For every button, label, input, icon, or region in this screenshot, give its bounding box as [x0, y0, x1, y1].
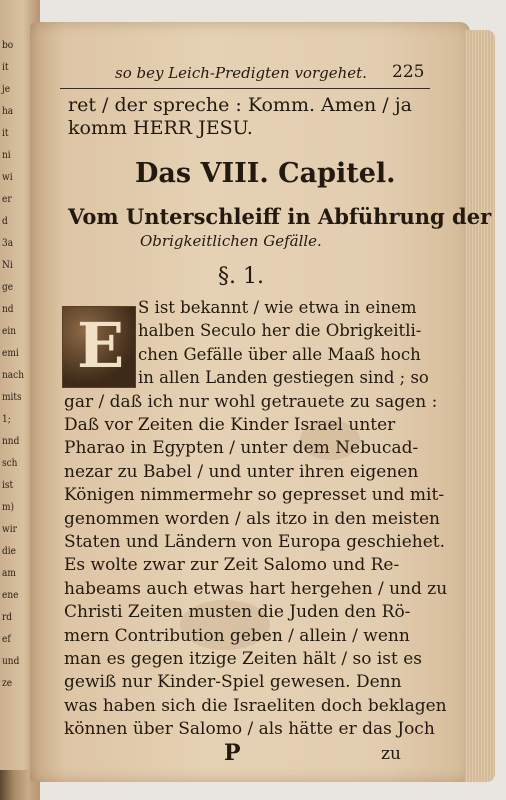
- section-subheading: Obrigkeitlichen Gefälle.: [140, 232, 322, 250]
- body-line: genommen worden / als itzo in den meisten: [64, 508, 440, 529]
- body-line: Daß vor Zeiten die Kinder Israel unter: [64, 415, 396, 435]
- left-page-fragment: nach: [2, 370, 25, 381]
- left-page-fragment: Ni: [2, 260, 13, 271]
- left-page-fragment: ge: [2, 282, 14, 293]
- continuation-line: ret / der spreche : Komm. Amen / ja: [68, 94, 412, 116]
- body-line: S ist bekannt / wie etwa in einem: [138, 298, 417, 317]
- left-page-fragment: rd: [2, 612, 13, 623]
- left-page-fragment: mits: [2, 392, 22, 403]
- body-line: man es gegen itzige Zeiten hält / so ist es: [64, 649, 423, 669]
- continuation-line: komm HERR JESU.: [68, 117, 253, 139]
- left-page-fragment: d: [2, 216, 8, 227]
- left-page-fragment: bo: [2, 40, 14, 51]
- body-line: Königen nimmermehr so gepresset und mit-: [64, 485, 445, 506]
- body-line: nezar zu Babel / und unter ihren eigenen: [64, 461, 419, 482]
- left-page-fragment: er: [2, 194, 12, 205]
- left-page-fragment: 3a: [2, 238, 14, 249]
- left-page-fragment: am: [2, 568, 16, 579]
- left-page-fragment: ene: [2, 590, 19, 601]
- catchword: zu: [381, 744, 401, 764]
- body-line: gewiß nur Kinder-Spiel gewesen. Denn: [64, 672, 402, 693]
- left-page-fragment: sch: [2, 458, 18, 469]
- left-page-fragment: je: [2, 84, 11, 95]
- page-number: 225: [392, 62, 425, 82]
- body-line: können über Salomo / als hätte er das Joch: [64, 719, 435, 740]
- chapter-title: Das VIII. Capitel.: [135, 158, 396, 189]
- left-page-fragment: emi: [2, 348, 19, 359]
- body-line: chen Gefälle über alle Maaß hoch: [138, 344, 421, 364]
- left-page-fragment: nd: [2, 304, 14, 315]
- running-title: so bey Leich-Predigten vorgehet.: [115, 64, 367, 82]
- section-mark: §. 1.: [218, 264, 264, 289]
- body-line: was haben sich die Israeliten doch beklagen: [64, 695, 447, 716]
- body-line: halben Seculo her die Obrigkeitli-: [138, 321, 422, 341]
- body-line: Staten und Ländern von Europa geschiehet.: [64, 532, 446, 552]
- body-line: Pharao in Egypten / unter dem Nebucad-: [64, 438, 419, 459]
- left-page-fragment: ist: [2, 480, 14, 491]
- left-page-fragment: ein: [2, 326, 17, 337]
- drop-cap: [62, 306, 136, 388]
- body-line: in allen Landen gestiegen sind ; so: [138, 368, 429, 388]
- body-line: habeams auch etwas hart hergehen / und zu: [64, 578, 448, 599]
- header-rule: [60, 88, 430, 89]
- body-line: Christi Zeiten musten die Juden den Rö-: [64, 602, 411, 623]
- section-heading: Vom Unterschleiff in Abführung der: [68, 204, 492, 229]
- body-line: mern Contribution geben / allein / wenn: [64, 625, 410, 646]
- left-page-fragment: 1;: [2, 414, 11, 425]
- left-page-fragment: it: [2, 62, 9, 73]
- body-line: Es wolte zwar zur Zeit Salomo und Re-: [64, 555, 400, 576]
- page-edges: [465, 30, 495, 782]
- signature-mark: P: [224, 740, 241, 766]
- drop-cap-letter: E: [77, 309, 125, 382]
- left-page-fragment: und: [2, 656, 20, 667]
- body-line: gar / daß ich nur wohl getrauete zu sagen :: [64, 391, 438, 412]
- left-page-fragment: wir: [2, 524, 17, 535]
- left-page-fragment: wi: [2, 172, 13, 183]
- left-page-fragment: ze: [2, 678, 13, 689]
- left-page-fragment: it: [2, 128, 9, 139]
- left-page-fragment: ni: [2, 150, 11, 161]
- left-page-fragment: ef: [2, 634, 11, 645]
- left-page-fragment: nnd: [2, 436, 20, 447]
- left-page-fragment: m): [2, 502, 15, 513]
- left-page-fragment: ha: [2, 106, 14, 117]
- left-page-fragment: die: [2, 546, 16, 557]
